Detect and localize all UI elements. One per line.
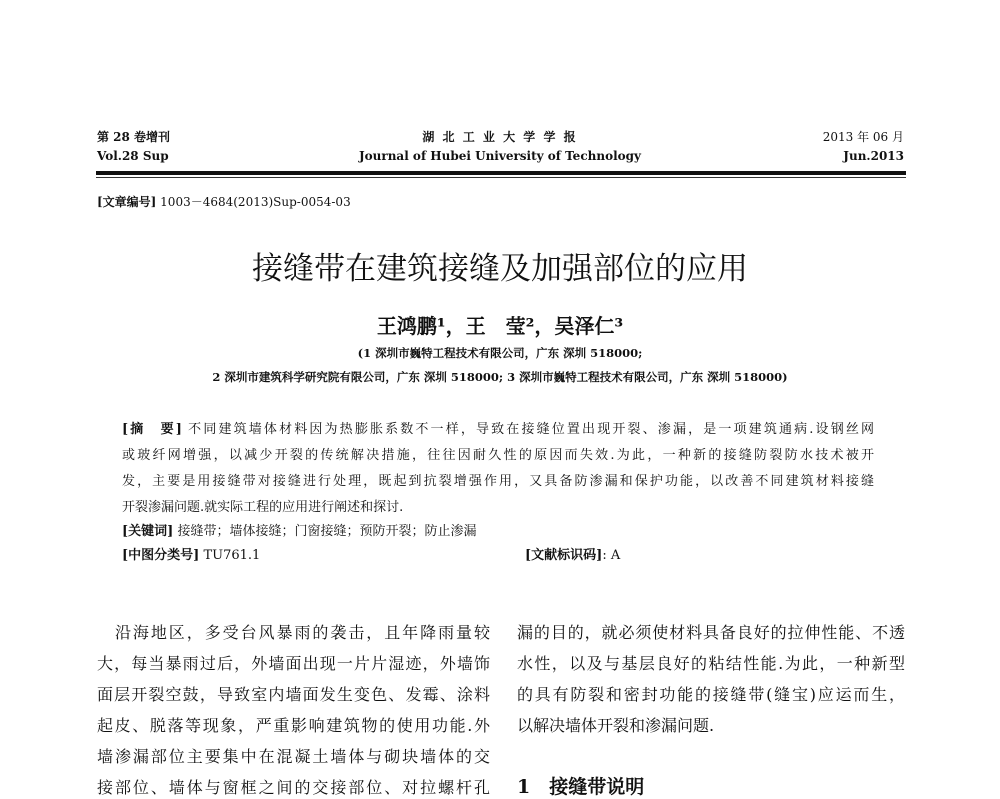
body-line: 墙渗漏部位主要集中在混凝土墙体与砌块墙体的交 [97,747,490,766]
abstract-label: [摘 要] [122,422,182,437]
abstract-text: 不同建筑墙体材料因为热膨胀系数不一样，导致在接缝位置出现开裂、渗漏，是一项建筑通病.设钢丝网 [181,422,874,437]
body-line: 以解决墙体开裂和渗漏问题. [517,716,715,735]
classification [122,544,874,563]
keywords [122,520,874,539]
abstract-line [122,418,874,437]
affiliation-line: 2 深圳市建筑科学研究院有限公司，广东 深圳 518000; 3 深圳市巍特工程技术有限公司，广东 深圳 518000) [212,370,788,384]
body-line: 大，每当暴雨过后，外墙面出现一片片湿迹，外墙饰 [97,654,490,673]
document-code-label: [文献标识码] [525,548,603,563]
body-line: 水性，以及与基层良好的粘结性能.为此，一种新型 [517,654,905,673]
paper-title: 接缝带在建筑接缝及加强部位的应用 [252,251,748,287]
journal-name-en: Journal of Hubei University of Technology [358,149,642,163]
classification-value: TU761.1 [199,548,261,563]
body-line: 接部位、墙体与窗框之间的交接部位、对拉螺杆孔 [97,778,490,797]
body-line: 沿海地区，多受台风暴雨的袭击，且年降雨量较 [97,623,490,642]
header-rule [96,171,906,175]
issue-date-en: Jun.2013 [843,149,904,163]
abstract-line: 开裂渗漏问题.就实际工程的应用进行阐述和探讨. [122,500,404,515]
body-line: 面层开裂空鼓，导致室内墙面发生变色、发霉、涂料 [97,685,490,704]
article-number-label: [文章编号] [97,195,157,209]
volume-en: Vol.28 Sup [97,149,169,163]
section-heading: 1 接缝带说明 [517,776,645,798]
body-line: 的具有防裂和密封功能的接缝带(缝宝)应运而生， [517,685,905,704]
classification-label: [中图分类号] [122,548,200,563]
keywords-label: [关键词] [122,524,174,539]
journal-name-cn: 湖 北 工 业 大 学 学 报 [422,130,578,144]
affiliation-line: (1 深圳市巍特工程技术有限公司，广东 深圳 518000; [357,346,643,360]
article-number-value: 1003－4684(2013)Sup-0054-03 [156,195,351,209]
authors: 王鸿鹏¹，王 莹²，吴泽仁³ [376,314,624,338]
abstract-line: 或玻纤网增强，以减少开裂的传统解决措施，往往因耐久性的原因而失效.为此，一种新的接缝防裂防水技术被开 [122,448,874,463]
issue-date-cn: 2013 年 06 月 [822,130,904,144]
volume-cn: 第 28 卷增刊 [97,130,171,144]
article-number [97,193,351,210]
body-line: 起皮、脱落等现象，严重影响建筑物的使用功能.外 [97,716,490,735]
document-code-value: : A [602,548,621,563]
body-line: 漏的目的，就必须使材料具备良好的拉伸性能、不透 [517,623,905,642]
document-code [525,544,620,563]
header-rule-thin [96,177,906,178]
abstract-line: 发，主要是用接缝带对接缝进行处理，既起到抗裂增强作用，又具备防渗漏和保护功能，以改善不同建筑材料接缝 [122,474,874,489]
keywords-value: 接缝带；墙体接缝；门窗接缝；预防开裂；防止渗漏 [173,524,477,539]
